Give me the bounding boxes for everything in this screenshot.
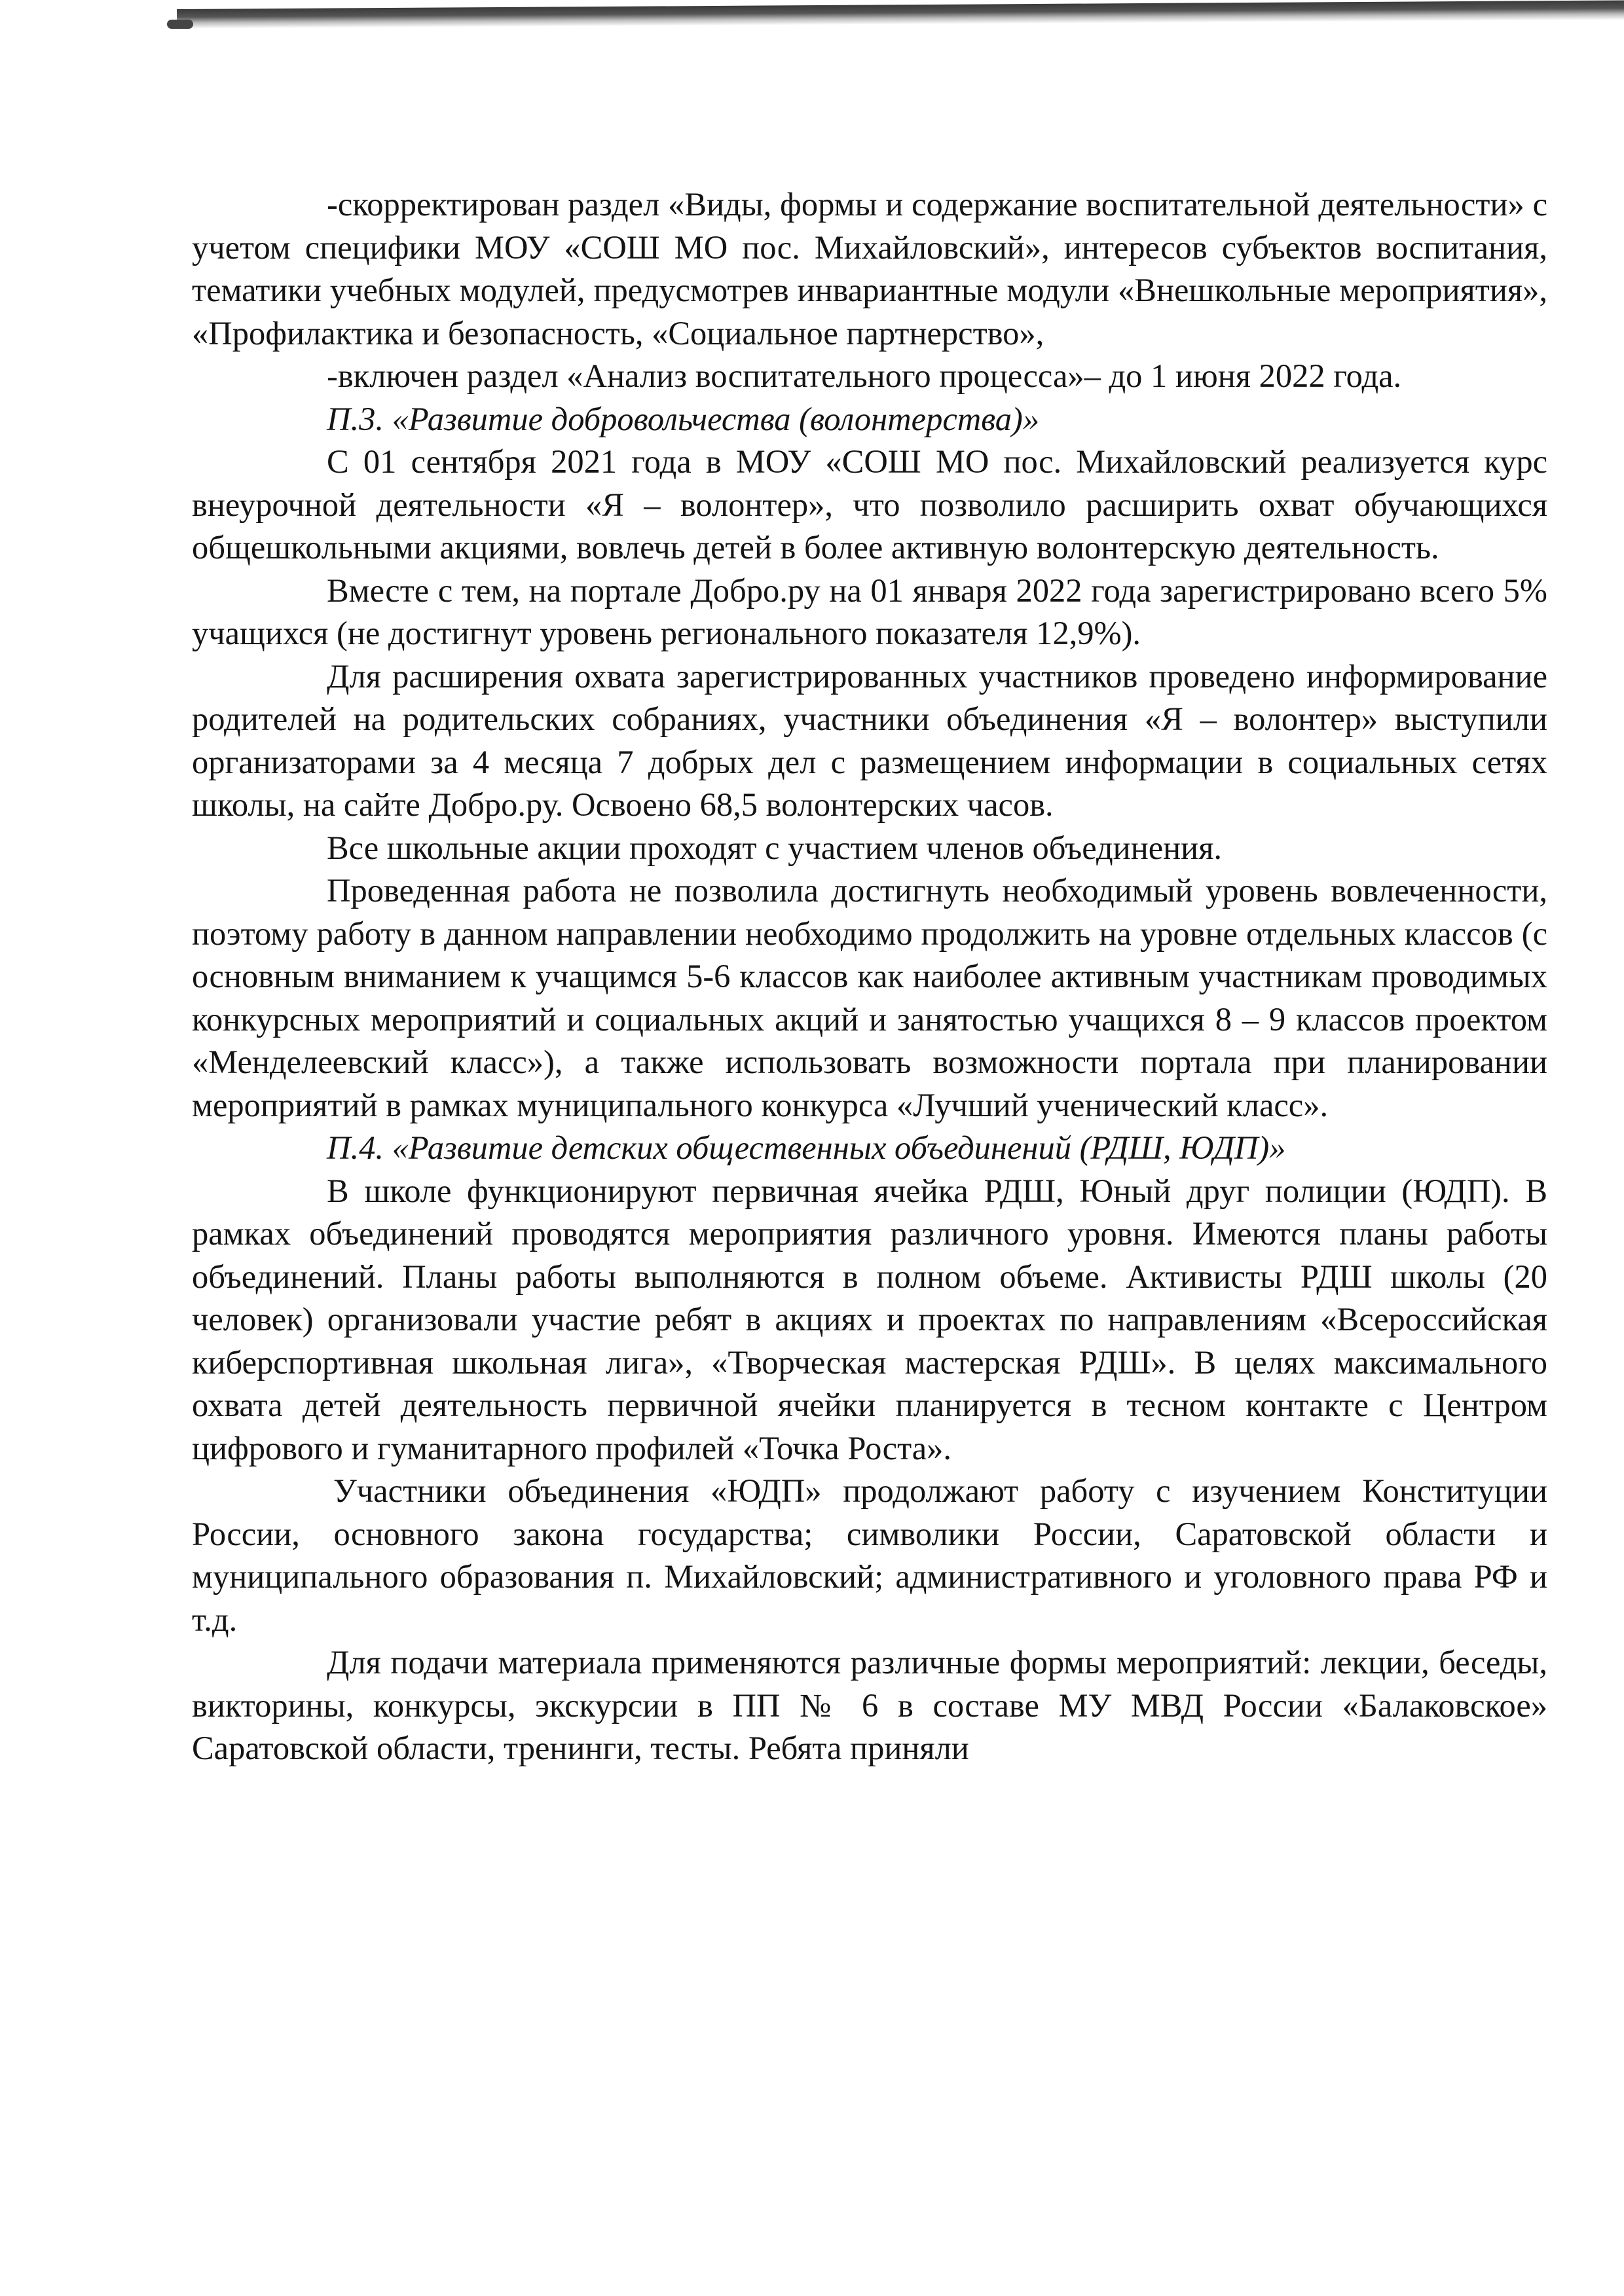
paragraph-section-revised: -скорректирован раздел «Виды, формы и содержание воспитательной деятельности» с учетом специфики МОУ «СОШ МО пос. Михайловский», интересов субъектов воспитания, тематики учебных модулей, предусмотрев инвариантные модули «Внешкольные мероприятия», «Профилактика и безопасность, «Социальное партнерство»,	[192, 186, 1547, 352]
document-page	[192, 183, 1547, 1770]
paragraph-outreach: Для расширения охвата зарегистрированных участников проведено информирование родителей на родительских собраниях, участники объединения «Я – волонтер» выступили организаторами за 4 месяца 7 добрых дел с размещением информации в социальных сетях школы, на сайте Добро.ру. Освоено 68,5 волонтерских часов.	[192, 657, 1547, 823]
paragraph-school-actions: Все школьные акции проходят с участием членов объединения.	[327, 829, 1223, 866]
paragraph-dobro-registration: Вместе с тем, на портале Добро.ру на 01 января 2022 года зарегистрировано всего 5% учащихся (не достигнут уровень регионального показателя 12,9%).	[192, 572, 1547, 651]
heading-volunteering: П.3. «Развитие добровольчества (волонтерства)»	[327, 400, 1040, 437]
scan-edge-shadow	[177, 0, 1624, 28]
paragraph-rdsh: В школе функционируют первичная ячейка РДШ, Юный друг полиции (ЮДП). В рамках объединений проводятся мероприятия различного уровня. Имеются планы работы объединений. Планы работы выполняются в полном объеме. Активисты РДШ школы (20 человек) организовали участие ребят в акциях и проектах по направлениям «Всероссийская киберспортивная школьная лига», «Творческая мастерская РДШ». В целях максимального охвата детей деятельность первичной ячейки планируется в тесном контакте с Центром цифрового и гуманитарного профилей «Точка Роста».	[192, 1172, 1547, 1467]
scan-edge-tip	[167, 20, 193, 29]
paragraph-conclusion: Проведенная работа не позволила достигнуть необходимый уровень вовлеченности, поэтому работу в данном направлении необходимо продолжить на уровне отдельных классов (с основным вниманием к учащимся 5-6 классов как наиболее активным участникам проводимых конкурсных мероприятий и социальных акций и занятостью учащихся 8 – 9 классов проектом «Менделеевский класс»), а также использовать возможности портала при планировании мероприятий в рамках муниципального конкурса «Лучший ученический класс».	[192, 872, 1547, 1123]
paragraph-activity-forms: Для подачи материала применяются различные формы мероприятий: лекции, беседы, викторины, конкурсы, экскурсии в ПП № 6 в составе МУ МВД России «Балаковское» Саратовской области, тренинги, тесты. Ребята приняли	[192, 1644, 1547, 1766]
paragraph-analysis-section: -включен раздел «Анализ воспитательного процесса»– до 1 июня 2022 года.	[327, 357, 1402, 394]
paragraph-volunteer-course: С 01 сентября 2021 года в МОУ «СОШ МО пос. Михайловский реализуется курс внеурочной деятельности «Я – волонтер», что позволило расширить охват обучающихся общешкольными акциями, вовлечь детей в более активную волонтерскую деятельность.	[192, 443, 1547, 566]
heading-youth-associations: П.4. «Развитие детских общественных объединений (РДШ, ЮДП)»	[327, 1129, 1286, 1166]
paragraph-yudp: Участники объединения «ЮДП» продолжают работу с изучением Конституции России, основного закона государства; символики России, Саратовской области и муниципального образования п. Михайловский; административного и уголовного права РФ и т.д.	[192, 1472, 1547, 1638]
